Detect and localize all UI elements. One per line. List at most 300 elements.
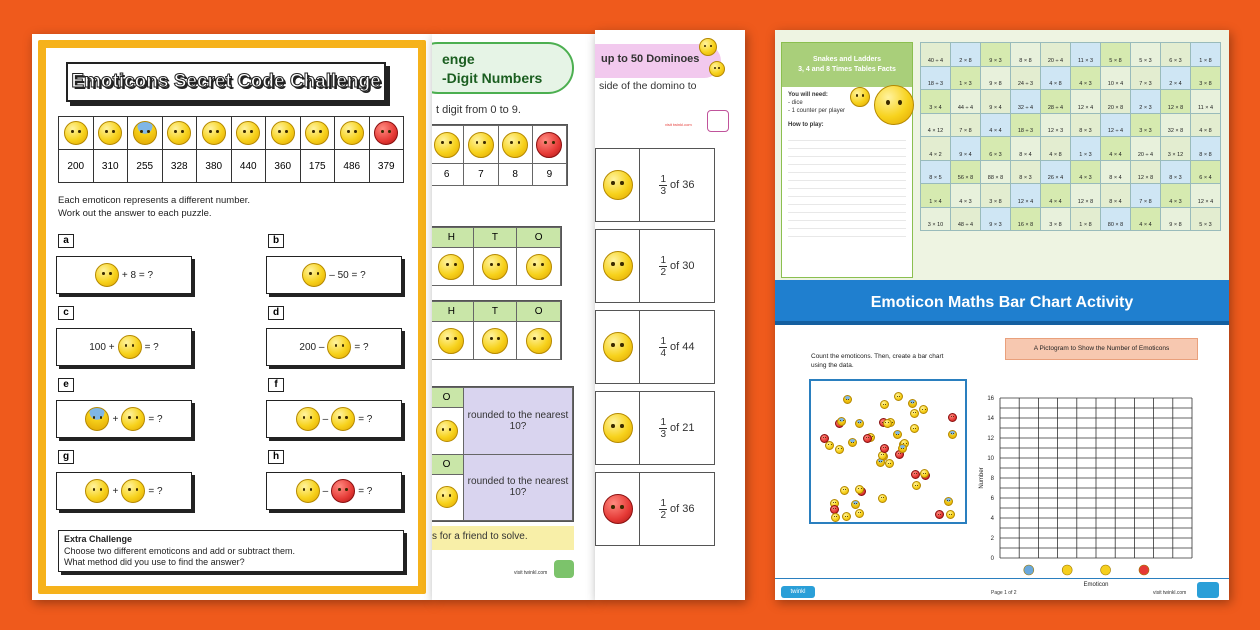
board-square: 4 × 4 bbox=[1131, 207, 1161, 231]
sheet2-header bbox=[432, 42, 574, 94]
board-square: 80 × 8 bbox=[1101, 207, 1131, 231]
board-square: 4 × 8 bbox=[1191, 113, 1221, 137]
smiley-emoji-icon bbox=[327, 335, 351, 359]
question-label: b bbox=[268, 234, 284, 248]
smiley-emoji-icon bbox=[910, 424, 919, 433]
smiley-emoji-icon bbox=[340, 121, 364, 145]
y-axis-label: Number bbox=[979, 467, 985, 489]
digit-numbers-worksheet bbox=[432, 34, 595, 600]
fraction-numerator: 1 bbox=[660, 335, 667, 347]
board-square: 48 ÷ 4 bbox=[951, 207, 981, 231]
banner-title: Emoticon Maths Bar Chart Activity bbox=[870, 294, 1134, 311]
question-text: = ? bbox=[358, 485, 373, 497]
question-label: e bbox=[58, 378, 74, 392]
board-square: 4 × 4 bbox=[1101, 137, 1131, 161]
fraction-denominator: 4 bbox=[660, 347, 667, 359]
rounded-label: rounded to the nearest 10? bbox=[464, 454, 573, 521]
board-square: 9 × 3 bbox=[981, 43, 1011, 67]
emoji-icon bbox=[709, 60, 725, 78]
digit-cell: 7 bbox=[464, 164, 498, 186]
board-square: 12 × 4 bbox=[1071, 90, 1101, 114]
bar-chart-section bbox=[775, 328, 1229, 600]
board-square: 1 × 3 bbox=[1071, 137, 1101, 161]
place-value-header: T bbox=[473, 228, 517, 248]
smiley-emoji-icon bbox=[502, 132, 528, 158]
board-square: 88 × 8 bbox=[981, 160, 1011, 184]
board-square: 3 × 3 bbox=[1131, 113, 1161, 137]
question-text: = ? bbox=[144, 341, 159, 353]
rounding-table bbox=[432, 386, 574, 522]
angry-emoji-icon bbox=[536, 132, 562, 158]
board-square: 2 × 3 bbox=[1131, 90, 1161, 114]
smiley-emoji-icon bbox=[85, 407, 109, 431]
bar-chart-worksheet bbox=[775, 30, 1229, 600]
smiley-emoji-icon bbox=[271, 121, 295, 145]
board-square: 32 ÷ 4 bbox=[1011, 90, 1041, 114]
domino-card bbox=[595, 391, 715, 465]
digit-cell: 9 bbox=[532, 164, 566, 186]
smiley-emoji-icon bbox=[944, 497, 953, 506]
twinkl-badge-icon bbox=[1197, 582, 1219, 598]
code-value-cell: 255 bbox=[128, 150, 163, 183]
board-square: 1 × 3 bbox=[951, 66, 981, 90]
board-square: 2 × 4 bbox=[1161, 66, 1191, 90]
emoji-icon bbox=[699, 38, 717, 56]
question-text: = ? bbox=[358, 413, 373, 425]
board-square: 3 × 4 bbox=[921, 90, 951, 114]
question-text: 100 + bbox=[89, 341, 115, 353]
code-table bbox=[58, 116, 404, 183]
header-line: enge bbox=[442, 51, 475, 67]
code-emoji-cell bbox=[231, 117, 266, 150]
question-text: = ? bbox=[354, 341, 369, 353]
sheet3-header: up to 50 Dominoes bbox=[595, 44, 721, 78]
place-value-header: O bbox=[517, 228, 561, 248]
board-square: 8 × 4 bbox=[1101, 160, 1131, 184]
rounded-label: rounded to the nearest 10? bbox=[464, 388, 573, 455]
angry-emoji-icon bbox=[948, 413, 957, 422]
board-square: 8 × 8 bbox=[1011, 43, 1041, 67]
board-square: 4 × 12 bbox=[921, 113, 951, 137]
twinkl-badge-icon bbox=[707, 110, 729, 132]
sheet2-footer-note: s for a friend to solve. bbox=[432, 526, 574, 550]
board-square: 8 × 8 bbox=[1191, 137, 1221, 161]
board-square: 56 × 8 bbox=[951, 160, 981, 184]
smiley-emoji-icon bbox=[880, 400, 889, 409]
board-square: 20 ÷ 4 bbox=[1041, 43, 1071, 67]
blue-category-icon bbox=[1024, 565, 1034, 575]
board-instructions bbox=[781, 42, 913, 278]
board-square: 4 × 3 bbox=[1161, 184, 1191, 208]
board-square: 8 × 4 bbox=[1011, 137, 1041, 161]
digit-table bbox=[432, 124, 568, 186]
angry-emoji-icon bbox=[911, 470, 920, 479]
extra-challenge bbox=[58, 530, 404, 572]
heart-eyes-emoji-icon bbox=[874, 85, 914, 125]
board-square: 18 ÷ 3 bbox=[1011, 113, 1041, 137]
smiley-emoji-icon bbox=[331, 407, 355, 431]
board-square: 4 × 8 bbox=[1041, 137, 1071, 161]
smiley-emoji-icon bbox=[878, 494, 887, 503]
board-square: 12 × 4 bbox=[1011, 184, 1041, 208]
smiley-emoji-icon bbox=[842, 512, 851, 521]
smiley-emoji-icon bbox=[296, 479, 320, 503]
board-square: 9 × 8 bbox=[1161, 207, 1191, 231]
y-tick-label: 4 bbox=[990, 516, 994, 522]
fraction-denominator: 2 bbox=[660, 509, 667, 521]
board-square: 4 × 3 bbox=[1071, 66, 1101, 90]
smiley-emoji-icon bbox=[843, 395, 852, 404]
angry-emoji-icon bbox=[935, 510, 944, 519]
bar-chart-grid bbox=[975, 362, 1205, 592]
code-value-cell: 486 bbox=[335, 150, 370, 183]
question-label: d bbox=[268, 306, 284, 320]
board-square: 12 × 3 bbox=[1041, 113, 1071, 137]
board-square: 4 × 3 bbox=[951, 184, 981, 208]
board-square: 12 × 8 bbox=[1131, 160, 1161, 184]
board-square: 24 ÷ 3 bbox=[1011, 66, 1041, 90]
code-value-cell: 328 bbox=[162, 150, 197, 183]
code-value-cell: 379 bbox=[369, 150, 404, 183]
board-square: 12 × 8 bbox=[1071, 184, 1101, 208]
question-text: = ? bbox=[148, 485, 163, 497]
code-emoji-cell bbox=[335, 117, 370, 150]
board-square: 7 × 8 bbox=[951, 113, 981, 137]
board-square: 12 × 4 bbox=[1191, 184, 1221, 208]
smiley-emoji-icon bbox=[296, 407, 320, 431]
smiley-emoji-icon bbox=[910, 409, 919, 418]
board-square: 3 × 8 bbox=[1191, 66, 1221, 90]
board-square: 8 × 5 bbox=[921, 160, 951, 184]
extra-title: Extra Challenge bbox=[64, 534, 133, 544]
smiley-emoji-icon bbox=[302, 263, 326, 287]
sheet3-instruction: side of the domino to bbox=[599, 80, 697, 92]
question-box[interactable] bbox=[266, 328, 402, 366]
angry-emoji-icon bbox=[863, 434, 872, 443]
fraction-of: of 30 bbox=[670, 260, 695, 272]
code-emoji-cell bbox=[369, 117, 404, 150]
smiley-emoji-icon bbox=[98, 121, 122, 145]
board-square: 20 ÷ 4 bbox=[1131, 137, 1161, 161]
secret-code-worksheet bbox=[32, 34, 432, 600]
board-square: 8 × 3 bbox=[1161, 160, 1191, 184]
board-square: 4 × 3 bbox=[1071, 160, 1101, 184]
x-axis-label: Emoticon bbox=[1083, 582, 1109, 588]
smiley-emoji-icon bbox=[603, 170, 633, 200]
board-square: 2 × 8 bbox=[951, 43, 981, 67]
smiley-emoji-icon bbox=[603, 413, 633, 443]
board-square: 4 × 8 bbox=[1041, 66, 1071, 90]
code-emoji-cell bbox=[197, 117, 232, 150]
count-line: using the data. bbox=[811, 362, 854, 369]
smiley-emoji-icon bbox=[948, 430, 957, 439]
angry-emoji-icon bbox=[374, 121, 398, 145]
y-tick-label: 16 bbox=[987, 396, 994, 402]
instructions bbox=[58, 194, 250, 220]
fraction-denominator: 3 bbox=[660, 185, 667, 197]
smiley-emoji-icon bbox=[835, 445, 844, 454]
question-text: – bbox=[322, 485, 329, 497]
smiley-emoji-icon bbox=[434, 132, 460, 158]
question-text: + bbox=[112, 413, 119, 425]
smiley-emoji-icon bbox=[837, 417, 846, 426]
footer-rule bbox=[775, 578, 1229, 579]
board-square: 3 × 8 bbox=[981, 184, 1011, 208]
board-square: 16 × 8 bbox=[1011, 207, 1041, 231]
question-text: + bbox=[112, 485, 119, 497]
board-square: 6 × 4 bbox=[1191, 160, 1221, 184]
code-emoji-cell bbox=[128, 117, 163, 150]
code-value-cell: 440 bbox=[231, 150, 266, 183]
question-box[interactable] bbox=[56, 400, 192, 438]
domino-card bbox=[595, 148, 715, 222]
board-square: 11 × 4 bbox=[1191, 90, 1221, 114]
smiley-emoji-icon bbox=[840, 486, 849, 495]
smiley-emoji-icon bbox=[908, 399, 917, 408]
code-emoji-cell bbox=[300, 117, 335, 150]
question-label: c bbox=[58, 306, 74, 320]
board-square: 4 × 2 bbox=[921, 137, 951, 161]
question-text: + 8 = ? bbox=[121, 269, 154, 281]
question-box[interactable] bbox=[56, 256, 192, 294]
place-value-header: H bbox=[432, 228, 473, 248]
smiley-emoji-icon bbox=[898, 444, 907, 453]
board-square: 18 ÷ 3 bbox=[921, 66, 951, 90]
board-square: 7 × 3 bbox=[1131, 66, 1161, 90]
smiley-emoji-icon bbox=[118, 335, 142, 359]
board-square: 4 × 4 bbox=[981, 113, 1011, 137]
emoji-icon bbox=[850, 87, 870, 107]
smiley-emoji-icon bbox=[85, 479, 109, 503]
code-value-cell: 380 bbox=[197, 150, 232, 183]
htu-table-1 bbox=[432, 226, 562, 286]
question-box[interactable] bbox=[266, 472, 402, 510]
extra-line: Choose two different emoticons and add or subtract them. bbox=[64, 545, 295, 556]
y-tick-label: 10 bbox=[987, 456, 994, 462]
board-square: 3 × 8 bbox=[1041, 207, 1071, 231]
chart-title: A Pictogram to Show the Number of Emoticons bbox=[1005, 338, 1198, 360]
worksheet-title: Emoticons Secret Code Challenge bbox=[66, 62, 386, 102]
smiley-emoji-icon bbox=[305, 121, 329, 145]
site-link: visit twinkl.com bbox=[514, 570, 548, 576]
angry-emoji-icon bbox=[880, 444, 889, 453]
smiley-emoji-icon bbox=[95, 263, 119, 287]
need-item: - dice bbox=[788, 100, 803, 106]
how-to-play-heading: How to play: bbox=[788, 122, 824, 128]
fraction-numerator: 1 bbox=[660, 497, 667, 509]
board-square: 9 × 4 bbox=[951, 137, 981, 161]
need-heading: You will need: bbox=[788, 92, 828, 98]
place-value-header: H bbox=[432, 302, 473, 322]
o-label: O bbox=[432, 388, 464, 408]
smiley-emoji-icon bbox=[893, 430, 902, 439]
smiley-emoji-icon bbox=[167, 121, 191, 145]
board-square: 8 × 3 bbox=[1071, 113, 1101, 137]
smiley-emoji-icon bbox=[920, 469, 929, 478]
y-tick-label: 0 bbox=[990, 556, 994, 562]
code-emoji-cell bbox=[93, 117, 128, 150]
smile-category-icon bbox=[1062, 565, 1072, 575]
code-value-cell: 310 bbox=[93, 150, 128, 183]
smiley-emoji-icon bbox=[133, 121, 157, 145]
question-box[interactable] bbox=[266, 400, 402, 438]
smiley-emoji-icon bbox=[121, 407, 145, 431]
board-square: 4 × 4 bbox=[1041, 184, 1071, 208]
smiley-emoji-icon bbox=[603, 251, 633, 281]
smiley-emoji-icon bbox=[885, 459, 894, 468]
board-title bbox=[782, 43, 912, 87]
smiley-emoji-icon bbox=[855, 419, 864, 428]
code-value-cell: 200 bbox=[59, 150, 94, 183]
board-square: 8 × 4 bbox=[1101, 184, 1131, 208]
board-square: 11 × 3 bbox=[1071, 43, 1101, 67]
smiley-emoji-icon bbox=[851, 500, 860, 509]
question-text: – bbox=[322, 413, 329, 425]
board-square: 1 × 8 bbox=[1071, 207, 1101, 231]
twinkl-logo: twinkl bbox=[781, 586, 815, 598]
board-square: 5 × 3 bbox=[1191, 207, 1221, 231]
smiley-emoji-icon bbox=[831, 513, 840, 522]
board-square: 1 × 8 bbox=[1191, 43, 1221, 67]
smiley-emoji-icon bbox=[883, 419, 892, 428]
board-square: 28 ÷ 4 bbox=[1041, 90, 1071, 114]
y-tick-label: 12 bbox=[987, 436, 994, 442]
fraction-of: of 21 bbox=[670, 422, 695, 434]
angry-emoji-icon bbox=[820, 434, 829, 443]
board-square: 40 ÷ 4 bbox=[921, 43, 951, 67]
board-square: 1 × 4 bbox=[921, 184, 951, 208]
fraction-denominator: 3 bbox=[660, 428, 667, 440]
board-square: 7 × 8 bbox=[1131, 184, 1161, 208]
board-title-text: Snakes and Ladders bbox=[812, 56, 882, 63]
fraction-numerator: 1 bbox=[660, 254, 667, 266]
question-text: 200 – bbox=[299, 341, 325, 353]
board-square: 44 ÷ 4 bbox=[951, 90, 981, 114]
question-box[interactable] bbox=[56, 472, 192, 510]
question-label: h bbox=[268, 450, 284, 464]
code-emoji-row bbox=[59, 117, 404, 150]
smiley-emoji-icon bbox=[64, 121, 88, 145]
fraction-of: of 36 bbox=[670, 503, 695, 515]
red-category-icon bbox=[1139, 565, 1149, 575]
board-square: 12 × 8 bbox=[1161, 90, 1191, 114]
question-text: = ? bbox=[148, 413, 163, 425]
question-text: – 50 = ? bbox=[329, 269, 366, 281]
question-box[interactable] bbox=[266, 256, 402, 294]
smiley-emoji-icon bbox=[912, 481, 921, 490]
site-link: visit twinkl.com bbox=[665, 122, 692, 127]
emoticon-collection bbox=[809, 379, 967, 524]
count-line: Count the emoticons. Then, create a bar chart bbox=[811, 353, 944, 360]
place-value-header: T bbox=[473, 302, 517, 322]
page-number: Page 1 of 2 bbox=[991, 590, 1017, 596]
twinkl-badge-icon bbox=[554, 560, 574, 578]
board-square: 12 ÷ 4 bbox=[1101, 113, 1131, 137]
smiley-emoji-icon bbox=[919, 405, 928, 414]
angry-emoji-icon bbox=[331, 479, 355, 503]
digit-cell: 8 bbox=[498, 164, 532, 186]
board-square: 6 × 3 bbox=[1161, 43, 1191, 67]
smiley-emoji-icon bbox=[855, 509, 864, 518]
code-value-cell: 360 bbox=[266, 150, 301, 183]
header-line: -Digit Numbers bbox=[442, 70, 543, 86]
board-square: 26 × 4 bbox=[1041, 160, 1071, 184]
o-label: O bbox=[432, 454, 464, 474]
wink-category-icon bbox=[1101, 565, 1111, 575]
question-label: f bbox=[268, 378, 284, 392]
y-tick-label: 2 bbox=[990, 536, 994, 542]
place-value-header: O bbox=[517, 302, 561, 322]
board-square: 9 × 3 bbox=[981, 207, 1011, 231]
smiley-emoji-icon bbox=[946, 510, 955, 519]
smiley-emoji-icon bbox=[202, 121, 226, 145]
instructions-line: Each emoticon represents a different number. bbox=[58, 195, 251, 206]
code-value-cell: 175 bbox=[300, 150, 335, 183]
rules-text bbox=[788, 133, 906, 243]
domino-card bbox=[595, 229, 715, 303]
domino-card bbox=[595, 310, 715, 384]
fraction-of: of 44 bbox=[670, 341, 695, 353]
sheet2-instruction: t digit from 0 to 9. bbox=[436, 104, 521, 116]
y-tick-label: 8 bbox=[990, 476, 994, 482]
smiley-emoji-icon bbox=[848, 438, 857, 447]
angry-emoji-icon bbox=[603, 494, 633, 524]
board-square: 10 × 4 bbox=[1101, 66, 1131, 90]
site-link: visit twinkl.com bbox=[1153, 590, 1187, 596]
question-label: g bbox=[58, 450, 74, 464]
fraction-denominator: 2 bbox=[660, 266, 667, 278]
fraction-of: of 36 bbox=[670, 179, 695, 191]
board-square: 3 × 10 bbox=[921, 207, 951, 231]
htu-table-2 bbox=[432, 300, 562, 360]
instructions-line: Work out the answer to each puzzle. bbox=[58, 208, 212, 219]
smiley-emoji-icon bbox=[236, 121, 260, 145]
question-box[interactable] bbox=[56, 328, 192, 366]
board-subtitle: 3, 4 and 8 Times Tables Facts bbox=[798, 66, 896, 73]
board-square: 5 × 3 bbox=[1131, 43, 1161, 67]
fraction-numerator: 1 bbox=[660, 173, 667, 185]
smiley-emoji-icon bbox=[468, 132, 494, 158]
code-emoji-cell bbox=[162, 117, 197, 150]
code-emoji-cell bbox=[59, 117, 94, 150]
snakes-ladders-board bbox=[775, 30, 1229, 280]
extra-line: What method did you use to find the answer? bbox=[64, 557, 245, 567]
smiley-emoji-icon bbox=[894, 392, 903, 401]
board-square: 3 × 12 bbox=[1161, 137, 1191, 161]
board-square: 20 × 8 bbox=[1101, 90, 1131, 114]
need-item: - 1 counter per player bbox=[788, 108, 846, 114]
domino-card bbox=[595, 472, 715, 546]
board-square: 8 × 3 bbox=[1011, 160, 1041, 184]
smiley-emoji-icon bbox=[121, 479, 145, 503]
board-square: 5 × 8 bbox=[1101, 43, 1131, 67]
y-tick-label: 6 bbox=[990, 496, 994, 502]
board-square: 9 × 8 bbox=[981, 66, 1011, 90]
activity-banner bbox=[775, 280, 1229, 328]
board-square: 32 × 8 bbox=[1161, 113, 1191, 137]
question-label: a bbox=[58, 234, 74, 248]
code-emoji-cell bbox=[266, 117, 301, 150]
dominoes-worksheet bbox=[595, 30, 745, 600]
board-square: 9 × 4 bbox=[981, 90, 1011, 114]
board-square: 6 × 3 bbox=[981, 137, 1011, 161]
smiley-emoji-icon bbox=[603, 332, 633, 362]
code-value-row bbox=[59, 150, 404, 183]
count-instructions bbox=[811, 352, 971, 370]
y-tick-label: 14 bbox=[987, 416, 994, 422]
digit-cell: 6 bbox=[432, 164, 464, 186]
fraction-numerator: 1 bbox=[660, 416, 667, 428]
